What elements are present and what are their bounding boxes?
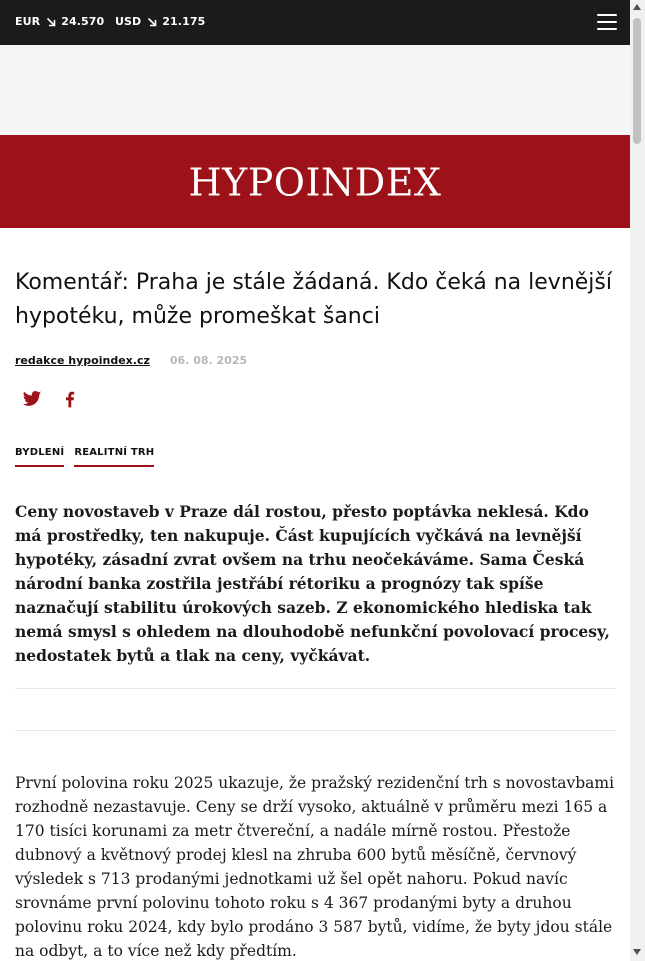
brand-banner <box>0 135 630 228</box>
scrollbar-thumb[interactable] <box>633 18 641 144</box>
arrow-down-right-icon <box>46 17 56 27</box>
hamburger-menu-icon[interactable] <box>597 14 617 31</box>
share-buttons <box>22 389 98 409</box>
article-paragraph: První polovina roku 2025 ukazuje, že pražský rezidenční trh s novostavbami rozhodně nezastavuje. Ceny se drží vysoko, aktuálně v průměru mezi 165 a 170 tisíci korunami za metr čtvereční, a nadále mírně rostou. Přestože dubnový a květnový prodej klesl na zhruba 600 bytů měsíčně, červnový výsledek s 713 prodanými jednotkami už šel opět nahoru. Pokud navíc srovnáme první polovinu tohoto roku s 4 367 prodanými byty a druhou polovinu roku 2024, kdy bylo prodáno 3 587 bytů, vidíme, že byty jdou stále na odbyt, a to více než kdy předtím. <box>15 774 615 960</box>
scroll-down-arrow-icon[interactable] <box>633 949 641 955</box>
tag-list <box>15 447 164 467</box>
publish-date: 06. 08. 2025 <box>169 354 248 367</box>
article-title: Komentář: Praha je stále žádaná. Kdo čeká na levnější hypotéku, může promeškat šanci <box>15 270 612 329</box>
scroll-up-arrow-icon[interactable] <box>633 4 641 10</box>
ad-space <box>0 45 630 135</box>
author-link[interactable]: redakce hypoindex.cz <box>15 354 150 367</box>
article-perex: Ceny novostaveb v Praze dál rostou, přesto poptávka neklesá. Kdo má prostředky, ten nakupuje. Část kupujících vyčkává na levnější hypotéky, zásadní zvrat ovšem na trhu neočekáváme. Sama Česká národní banka zostřila jestřábí rétoriku a prognózy tak spíše naznačují stabilitu úrokových sazeb. Z ekonomického hlediska tak nemá smysl s ohledem na dlouhodobě nefunkční povolovací procesy, nedostatek bytů a tlak na ceny, vyčkávat. <box>15 502 610 665</box>
rate-currency: EUR <box>15 15 41 28</box>
twitter-icon[interactable] <box>22 389 42 409</box>
rate-currency: USD <box>115 15 142 28</box>
divider <box>15 730 615 731</box>
arrow-down-right-icon <box>147 17 157 27</box>
rate-value: 21.175 <box>162 15 206 28</box>
site-logo[interactable]: HYPOINDEX <box>188 159 442 204</box>
byline <box>15 354 247 367</box>
divider <box>15 688 615 689</box>
tag-bydleni[interactable]: BYDLENÍ <box>15 447 64 467</box>
tag-realitni-trh[interactable]: REALITNÍ TRH <box>74 447 154 467</box>
rate-usd <box>115 15 205 28</box>
facebook-icon[interactable] <box>60 389 80 409</box>
rate-value: 24.570 <box>61 15 105 28</box>
scrollbar[interactable] <box>630 0 645 961</box>
top-bar <box>0 0 630 45</box>
rate-eur <box>15 15 104 28</box>
